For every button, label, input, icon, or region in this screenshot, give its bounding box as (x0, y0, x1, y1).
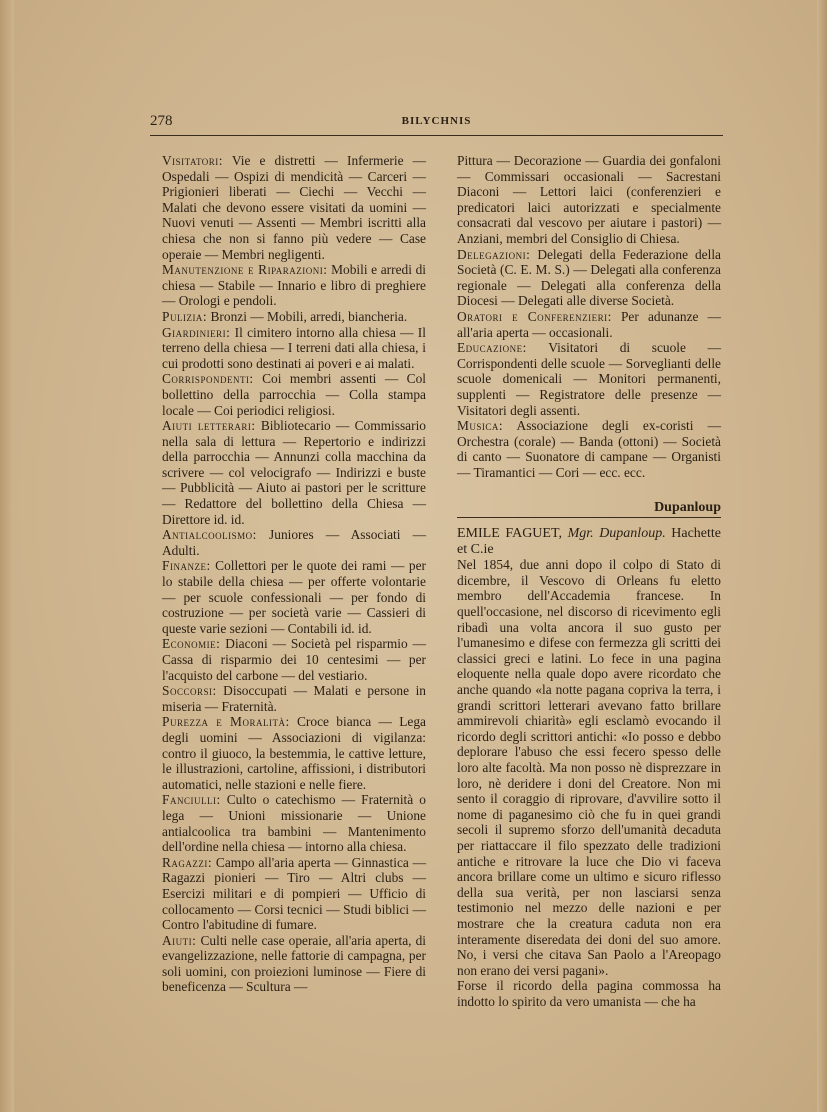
list-entry (162, 153, 426, 262)
list-entry (162, 371, 426, 418)
running-title: BILYCHNIS (401, 115, 472, 127)
right-entries (457, 153, 721, 480)
entry-text: Mobili e arredi di chiesa — Stabile — Innario e libro di preghiere — Orologi e pendoli. (162, 262, 427, 309)
right-column (457, 153, 721, 1009)
entry-text: Campo all'aria aperta — Ginnastica — Ragazzi pionieri — Tiro — Altri clubs — Esercizi militari e di pompieri — Ufficio di collocamento — Corsi tecnici — Studi biblici — Contro l'abitudine di fumare. (162, 854, 426, 933)
ref-author: EMILE FAGUET, (457, 526, 562, 542)
list-entry (162, 683, 426, 714)
entry-text: Culti nelle case operaie, all'aria aperta, di evangelizzazione, nelle fattorie di campagna, per soli uomini, con proiezioni luminose — Fiere di beneficenza — Scultura — (162, 932, 426, 995)
entry-text: Collettori per le quote dei rami — per lo stabile della chiesa — per offerte volontarie — per scuole confessionali — per fondo di costruzione — per società varie — Cassieri di queste varie sezioni — Contabili id. id. (162, 558, 426, 636)
entry-label: Economie: (162, 636, 221, 652)
entry-text: Juniores — Associati — Adulti. (162, 527, 426, 558)
entry-text: Croce bianca — Lega degli uomini — Associazioni di vigilanza: contro il giuoco, la bestemmia, le cattive letture, le illustrazioni, cartoline, affissioni, i distributori automatici, nelle stazioni e nelle fiere. (162, 714, 426, 792)
entry-text: Associazione degli ex-coristi — Orchestra (corale) — Banda (ottoni) — Società di canto — Suonatore di campane — Organisti — Tiramantici — Cori — ecc. ecc. (457, 418, 721, 480)
book-spine-shadow (0, 0, 14, 1112)
body-paragraph: Nel 1854, due anni dopo il colpo di Stato di dicembre, il Vescovo di Orleans fu eletto membro dell'Accademia francese. In quell'occasione, nel discorso di ricevimento egli ribadì una volta ancora il suo gusto per l'umanesimo e difese con fermezza gli scritti dei classici greci e latini. Lo fece in una pagina eloquente nella quale dopo avere ricordato che anche quando «la notte pagana copriva la terra, i grandi scrittori letterari avevano fatto brillare ammirevoli chiarità» egli esclamò evocando il ricordo degli scrittori antichi: «Io posso e debbo deplorare l'abuso che essi fecero spesso delle loro alte facoltà. Ma non posso nè disprezzare in loro, nè deridere i doni del Creatore. Non mi sento il coraggio di riprovare, d'avvilire sotto il nome di paganesimo ciò che fu in quei grandi secoli il supremo sforzo dell'umanità decaduta per riattaccare il filo spezzato delle tradizioni antiche e ritrovare la luce che Dio vi faceva ancora brillare come un ultimo e sicuro riflesso della sua verità, per non lasciarsi senza testimonio nel mezzo delle nazioni e per mostrare che la creatura caduta non era interamente diseredata dei doni del suo amore. No, i versi che citava San Paolo a l'Areopago non erano dei versi pagani». (457, 557, 721, 978)
list-entry (457, 418, 721, 480)
entry-label: Giardinieri: (162, 324, 231, 340)
body-paragraph: Forse il ricordo della pagina commossa ha indotto lo spirito da vero umanista — che ha (457, 978, 721, 1009)
list-entry (457, 247, 721, 309)
list-entry (162, 527, 426, 558)
entry-label: Musica: (457, 418, 504, 434)
ref-publisher: Hachette et C.ie (457, 526, 722, 557)
list-entry (162, 418, 426, 527)
entry-label: Delegazioni: (457, 246, 531, 262)
entry-text: Delegati della Federazione della Società (C. E. M. S.) — Delegati alla conferenza regionale — Delegati alla conferenza della Diocesi — Delegati alle diverse Società. (457, 246, 721, 309)
entry-label: Finanze: (162, 558, 211, 574)
entry-label: Fanciulli: (162, 792, 221, 808)
list-entry (162, 792, 426, 854)
entry-label: Oratori e Conferenzieri: (457, 308, 612, 324)
entry-label: Manutenzione e Riparazioni: (162, 262, 328, 278)
list-entry (162, 714, 426, 792)
entry-label: Purezza e Moralità: (162, 714, 290, 730)
list-entry (457, 309, 721, 340)
list-entry (162, 325, 426, 372)
entry-text: Culto o catechismo — Fraternità o lega — Unioni missionarie — Unione antialcoolica tra bambini — Mantenimento dell'ordine nella chiesa — intorno alla chiesa. (162, 792, 426, 855)
list-entry (457, 340, 721, 418)
list-entry (162, 855, 426, 933)
list-entry (162, 636, 426, 683)
entry-label: Pulizia: (162, 308, 208, 324)
left-column (162, 153, 426, 995)
entry-label: Visitatori: (162, 153, 224, 168)
entry-text: Pittura — Decorazione — Guardia dei gonfaloni — Commissari occasionali — Sacrestani Diaconi — Lettori laici (conferenzieri e predicatori laici autorizzati e specialmente consacrati dal vescovo per aiutare i pastori) — Anziani, membri del Consiglio di Chiesa. (457, 153, 721, 246)
list-entry (457, 153, 721, 247)
entry-text: Disoccupati — Malati e persone in miseria — Fraternità. (162, 683, 426, 714)
section-body (457, 557, 721, 1009)
page-header (150, 113, 723, 136)
list-entry (162, 262, 426, 309)
entry-label: Soccorsi: (162, 683, 217, 699)
entry-text: Coi membri assenti — Col bollettino della parrocchia — Colla stampa locale — Coi periodici religiosi. (162, 371, 426, 418)
entry-label: Aiuti: (162, 932, 197, 948)
section-heading: Dupanloup (457, 500, 721, 518)
page-edge-shadow (817, 0, 827, 1112)
page-number: 278 (150, 113, 173, 129)
entry-text: Il cimitero intorno alla chiesa — Il terreno della chiesa — I terreni dati alla chiesa, i cui prodotti sono destinati ai poveri e ai malati. (162, 324, 426, 371)
entry-text: Bibliotecario — Commissario nella sala di lettura — Repertorio e indirizzi della parrocchia — Annunzi colla macchina da scrivere — col velocigrafo — Indirizzi e buste — Pubblicità — Aiuto ai pastori per le scritture — Redattore del bollettino della Chiesa — Direttore id. id. (162, 418, 426, 527)
entry-text: Visitatori di scuole — Corrispondenti delle scuole — Sorveglianti delle scuole domenicali — Monitori permanenti, supplenti — Registratore delle presenze — Visitatori degli assenti. (457, 340, 721, 418)
ref-title: Mgr. Dupanloup. (567, 526, 666, 542)
entry-text: Diaconi — Società pel risparmio — Cassa di risparmio dei 10 centesimi — per l'acquisto del carbone — del vestiario. (162, 636, 426, 683)
entry-label: Aiuti letterari: (162, 418, 256, 434)
entry-text: Per adunanze — all'aria aperta — occasionali. (457, 308, 721, 340)
entry-text: Vie e distretti — Infermerie — Ospedali — Ospizi di mendicità — Carceri — Prigionieri liberati — Ciechi — Vecchi — Malati che devono essere visitati da uomini — Nuovi venuti — Assenti — Membri iscritti alla chiesa che non si fanno più vedere — Case operaie — Membri negligenti. (162, 153, 426, 262)
entry-text: Bronzi — Mobili, arredi, biancheria. (207, 308, 408, 324)
entry-label: Corrispondenti: (162, 371, 254, 387)
list-entry (162, 309, 426, 325)
entry-label: Educazione: (457, 340, 527, 356)
list-entry (162, 558, 426, 636)
entry-label: Antialcoolismo: (162, 527, 257, 543)
bibliographic-reference (457, 526, 721, 557)
entry-label: Ragazzi: (162, 854, 213, 870)
list-entry (162, 933, 426, 995)
